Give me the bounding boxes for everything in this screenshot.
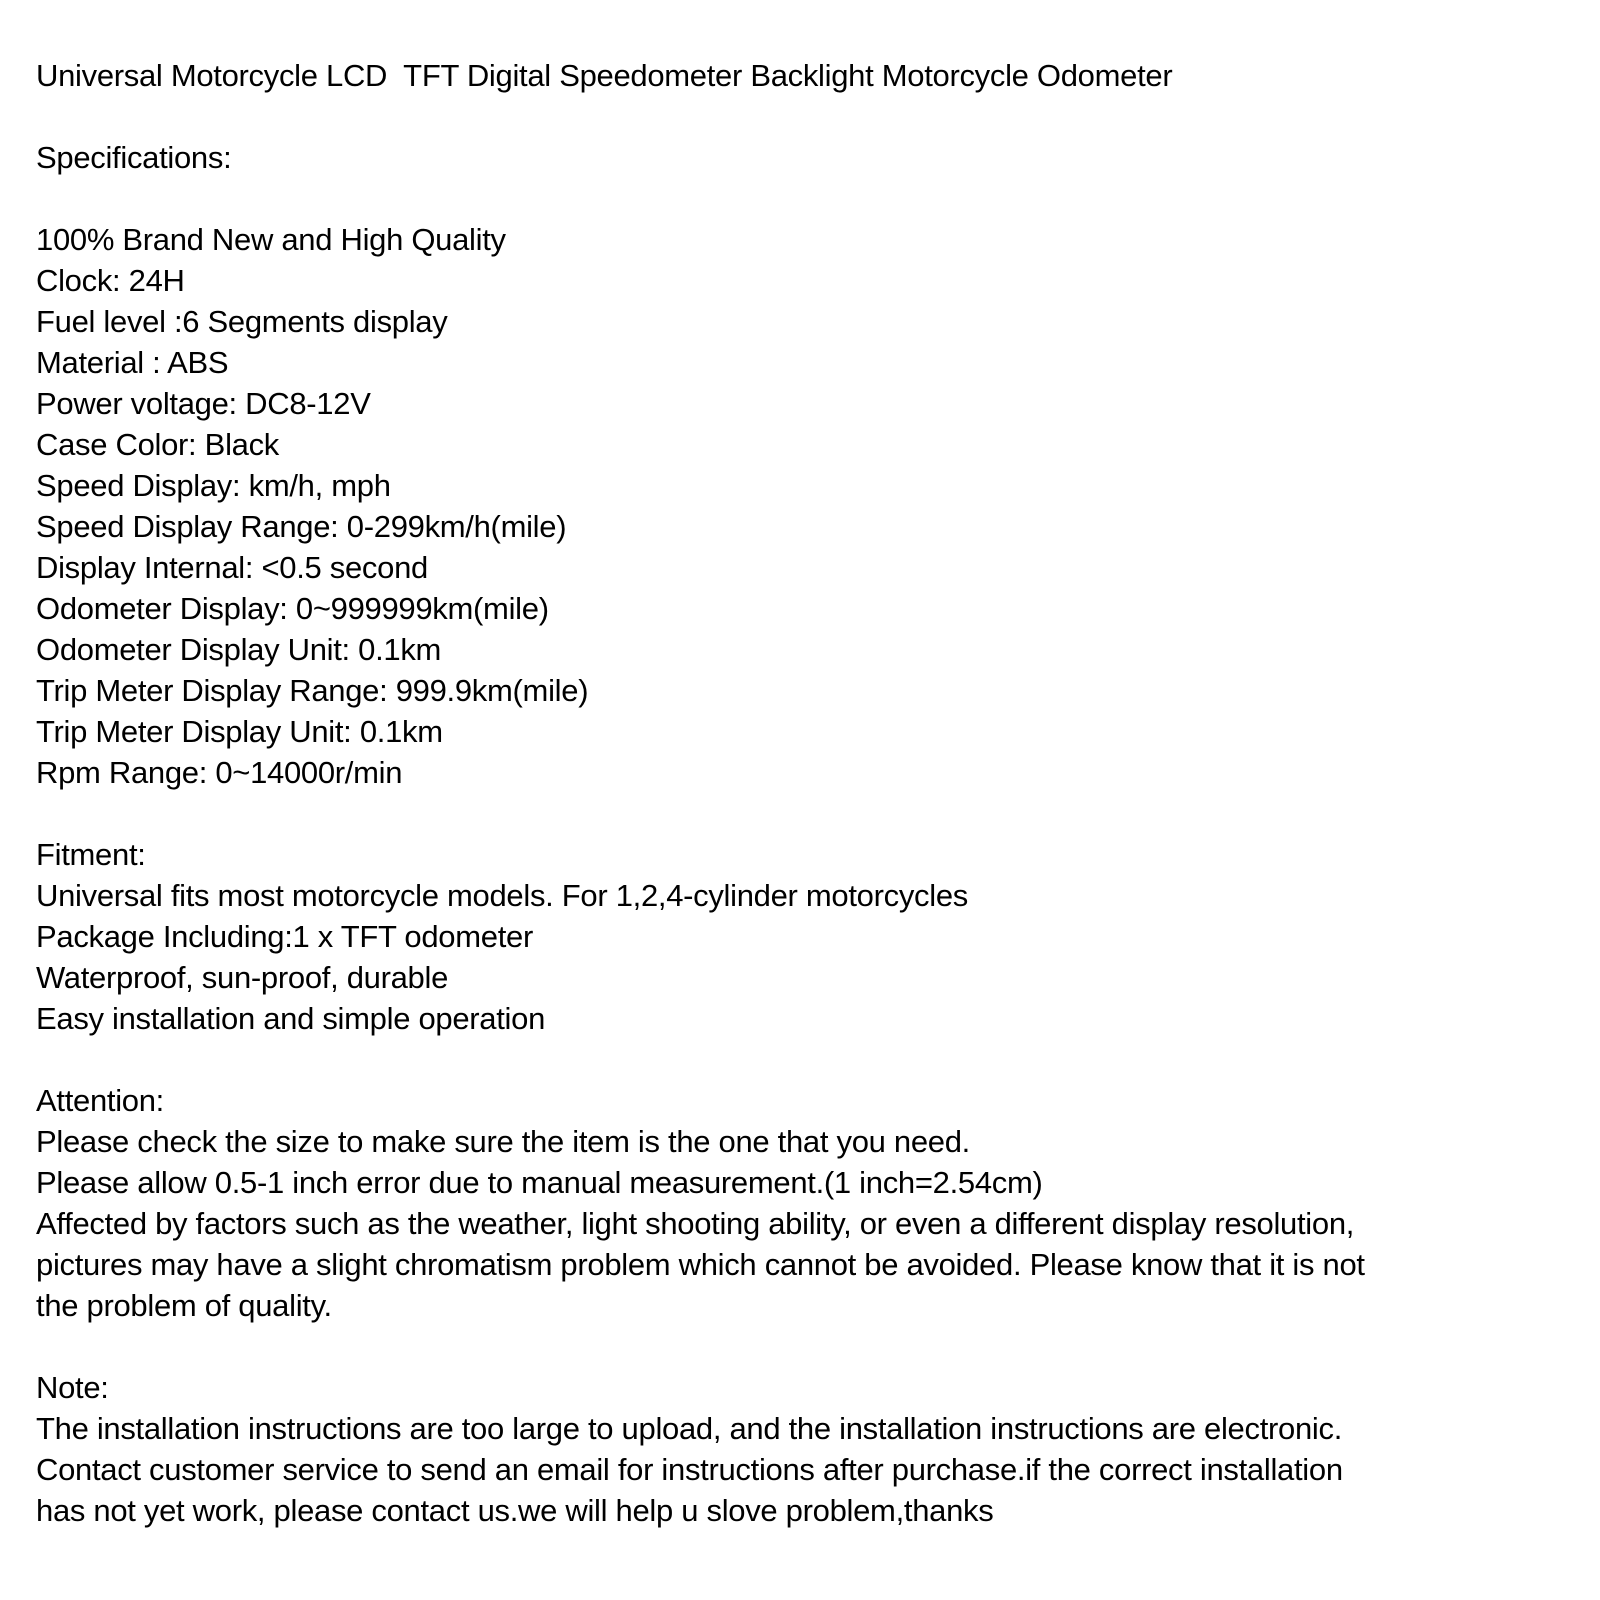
- spec-line: Material : ABS: [36, 345, 229, 380]
- specifications-heading: Specifications:: [36, 140, 232, 175]
- blank-line: [36, 96, 1572, 137]
- note-line: The installation instructions are too large to upload, and the installation instructions are electronic.: [36, 1411, 1343, 1446]
- fitment-line: Package Including:1 x TFT odometer: [36, 919, 533, 954]
- fitment-line: Universal fits most motorcycle models. For 1,2,4-cylinder motorcycles: [36, 878, 968, 913]
- spec-line: Odometer Display: 0~999999km(mile): [36, 591, 549, 626]
- page-title: Universal Motorcycle LCD TFT Digital Speedometer Backlight Motorcycle Odometer: [36, 58, 1173, 93]
- fitment-line: Waterproof, sun-proof, durable: [36, 960, 449, 995]
- note-line: has not yet work, please contact us.we will help u slove problem,thanks: [36, 1493, 994, 1528]
- fitment-heading: Fitment:: [36, 837, 146, 872]
- note-line: Contact customer service to send an email for instructions after purchase.if the correct installation: [36, 1452, 1343, 1487]
- attention-line: Please check the size to make sure the item is the one that you need.: [36, 1124, 970, 1159]
- spec-line: Trip Meter Display Unit: 0.1km: [36, 714, 443, 749]
- spec-line: Power voltage: DC8-12V: [36, 386, 371, 421]
- fitment-line: Easy installation and simple operation: [36, 1001, 546, 1036]
- spec-line: Speed Display: km/h, mph: [36, 468, 391, 503]
- attention-line: the problem of quality.: [36, 1288, 332, 1323]
- attention-line: Please allow 0.5-1 inch error due to manual measurement.(1 inch=2.54cm): [36, 1165, 1043, 1200]
- spec-line: Fuel level :6 Segments display: [36, 304, 448, 339]
- blank-line: [36, 793, 1572, 834]
- attention-line: pictures may have a slight chromatism problem which cannot be avoided. Please know that it is not: [36, 1247, 1365, 1282]
- spec-line: Odometer Display Unit: 0.1km: [36, 632, 442, 667]
- blank-line: [36, 1326, 1572, 1367]
- spec-line: Speed Display Range: 0-299km/h(mile): [36, 509, 567, 544]
- note-heading: Note:: [36, 1370, 109, 1405]
- blank-line: [36, 178, 1572, 219]
- spec-line: Case Color: Black: [36, 427, 279, 462]
- attention-heading: Attention:: [36, 1083, 164, 1118]
- spec-line: 100% Brand New and High Quality: [36, 222, 506, 257]
- spec-line: Display Internal: <0.5 second: [36, 550, 428, 585]
- attention-line: Affected by factors such as the weather, light shooting ability, or even a different display resolution,: [36, 1206, 1355, 1241]
- spec-line: Rpm Range: 0~14000r/min: [36, 755, 403, 790]
- blank-line: [36, 1039, 1572, 1080]
- spec-line: Clock: 24H: [36, 263, 185, 298]
- spec-line: Trip Meter Display Range: 999.9km(mile): [36, 673, 589, 708]
